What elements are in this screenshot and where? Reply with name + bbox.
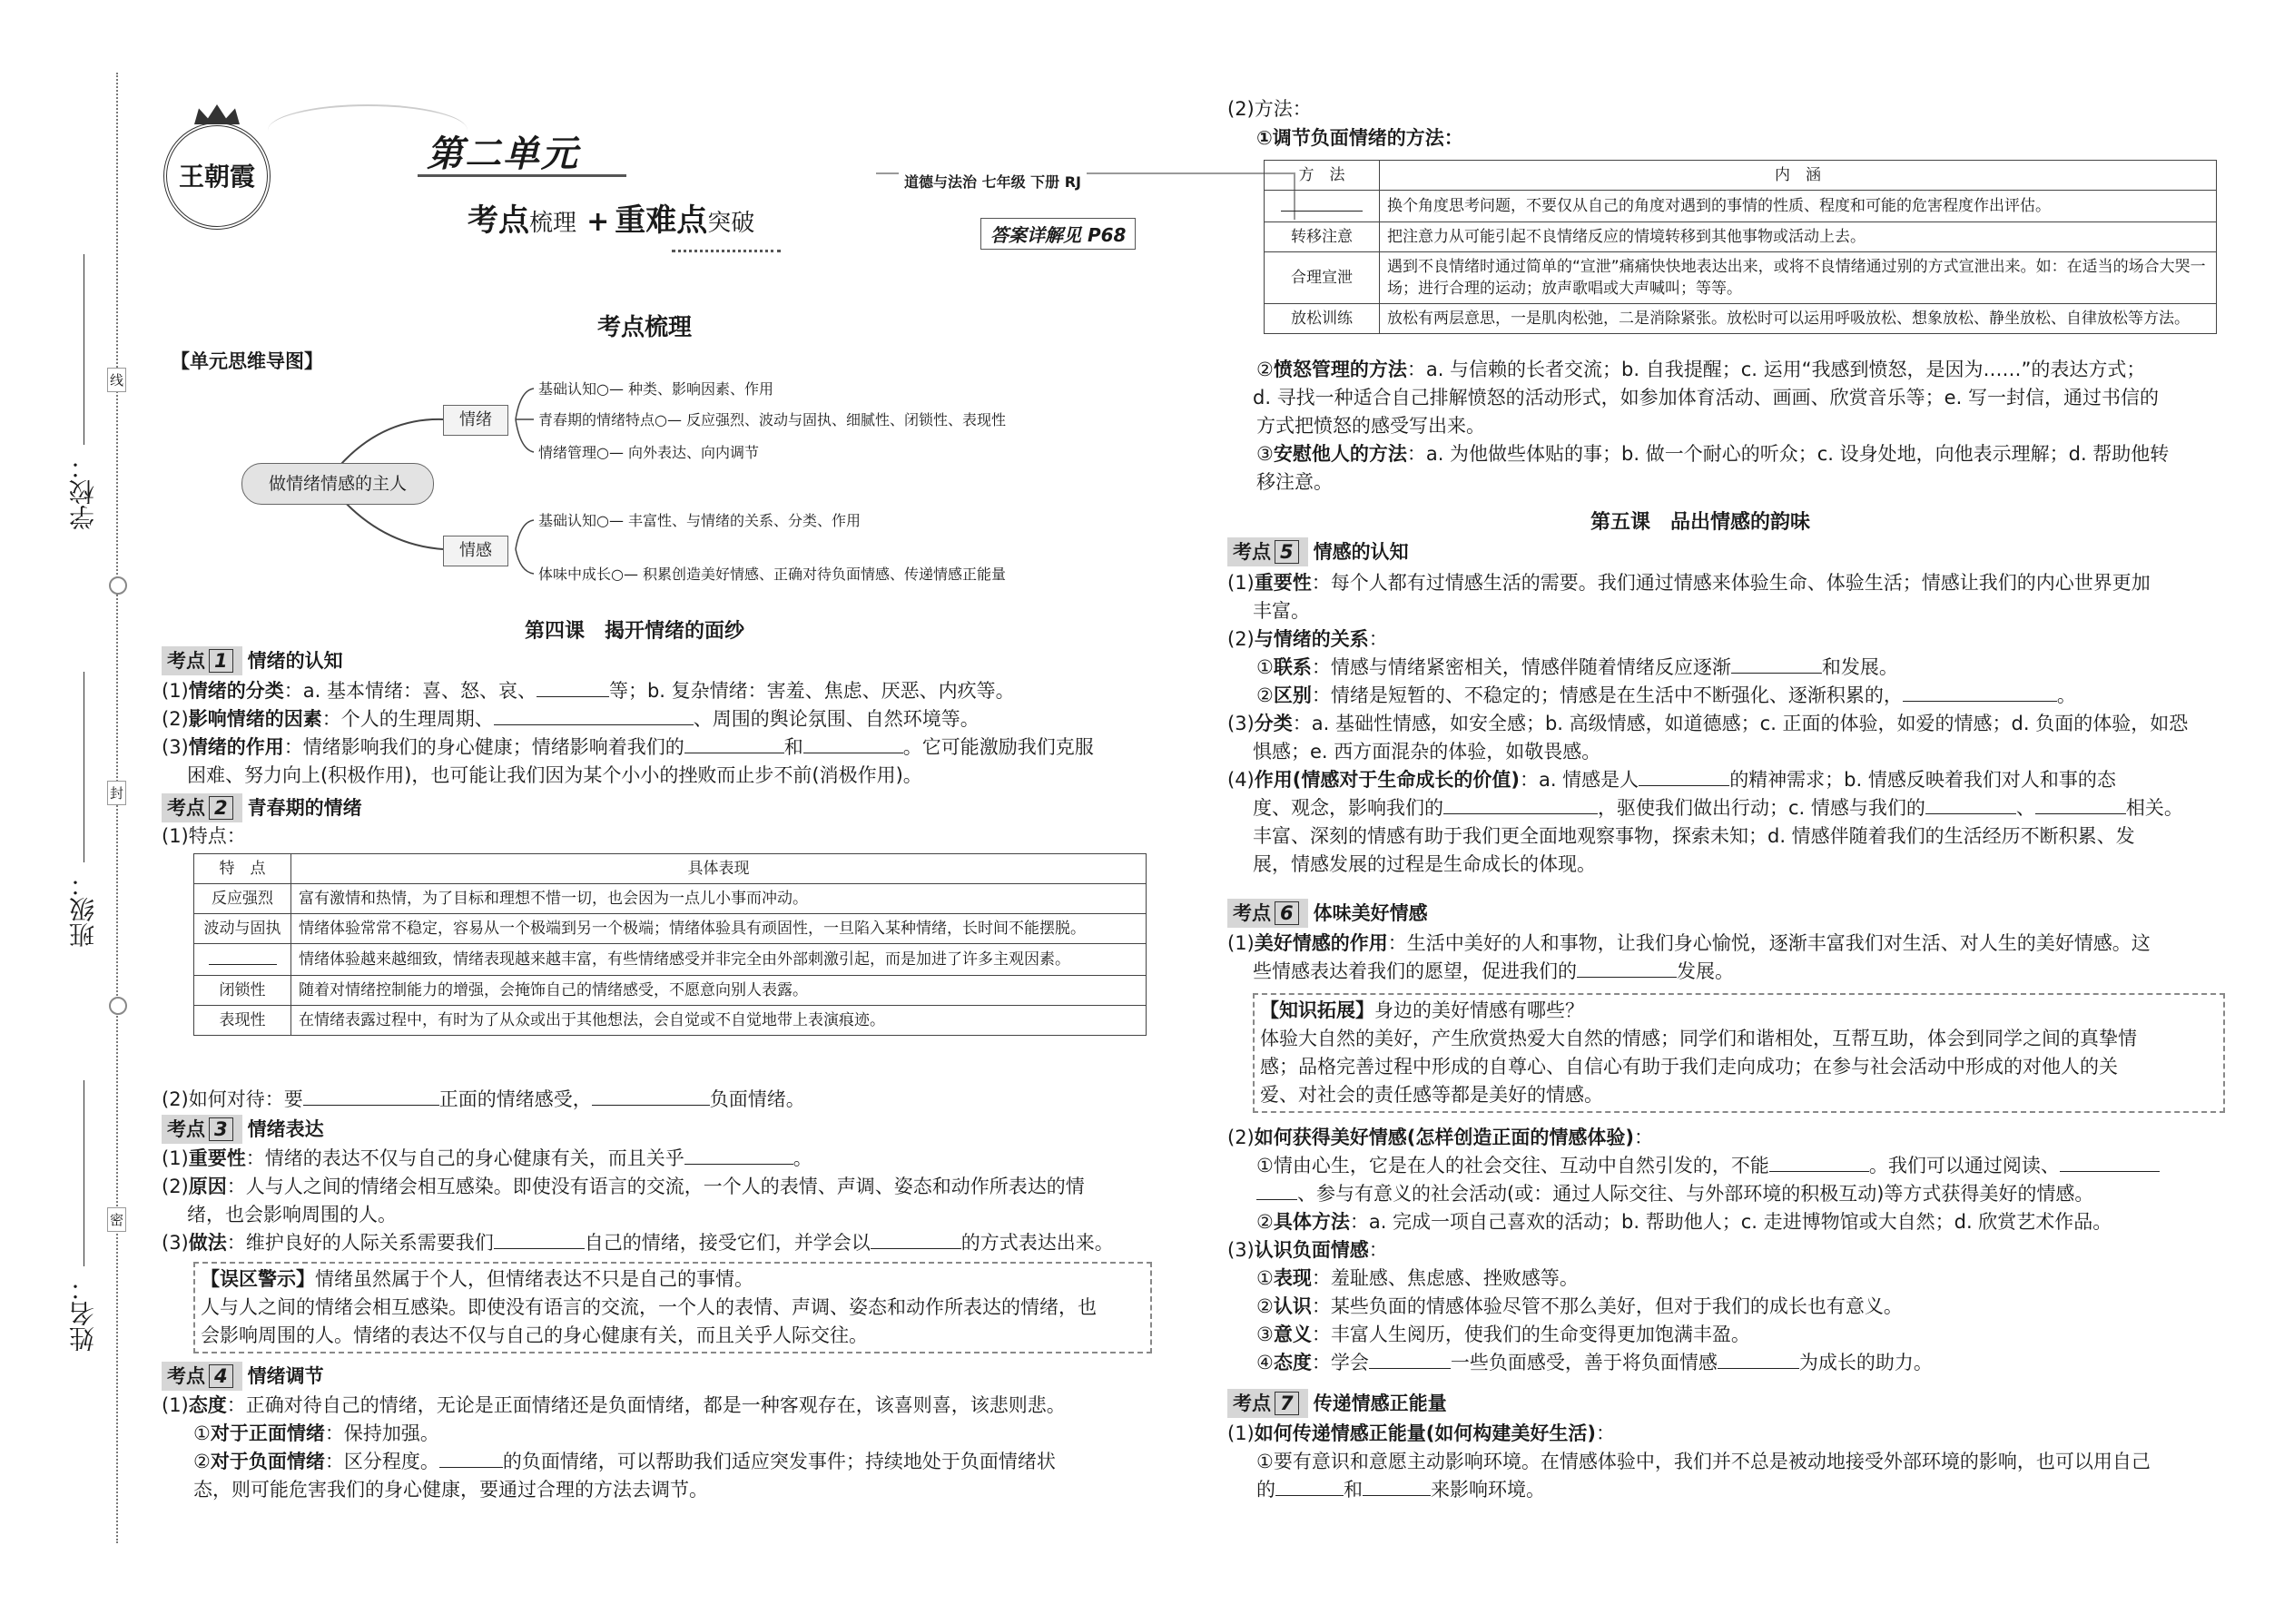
kd4-title: 情绪调节 xyxy=(247,1365,324,1387)
table-header: 具体表现 xyxy=(291,854,1147,884)
answer-blank[interactable] xyxy=(803,736,903,753)
header xyxy=(145,100,1153,272)
answer-blank[interactable] xyxy=(1639,769,1729,786)
school-label: 学校： xyxy=(68,454,98,530)
answer-ref: 答案详解见 P68 xyxy=(980,218,1136,250)
kd7-title: 传递情感正能量 xyxy=(1313,1393,1447,1414)
table-row: 表现性 在情绪表露过程中，有时为了从众或出于其他想法，会自觉或不自觉地带上表演痕迹。 xyxy=(194,1006,1147,1036)
binding-margin xyxy=(0,0,127,1624)
answer-blank[interactable] xyxy=(2060,1155,2160,1172)
kd7-tag: 考点 7 xyxy=(1227,1389,1308,1418)
name-label: 姓名： xyxy=(68,1275,98,1352)
section-subtitle xyxy=(468,195,754,240)
table-header: 方 法 xyxy=(1265,161,1380,191)
kd7-header xyxy=(1227,1389,1447,1418)
mindmap-center: 做情绪情感的主人 xyxy=(241,463,434,505)
answer-blank[interactable] xyxy=(1769,1155,1869,1172)
method-table xyxy=(1264,160,2217,334)
subtitle-zhongnandian: 重难点 xyxy=(615,202,708,239)
mindmap-branch-feeling: 情感 xyxy=(443,536,508,566)
answer-blank[interactable] xyxy=(494,708,694,725)
kd1-line4: 困难、努力向上(积极作用)，也可能让我们因为某个小小的挫败而止步不前(消极作用)。 xyxy=(187,764,922,786)
kd3-title: 情绪表达 xyxy=(247,1118,324,1140)
extension-box: 【知识拓展】身边的美好情感有哪些？ 体验大自然的美好，产生欣赏热爱大自然的情感；同学们和谐相处，互帮互助，体会到同学之间的真挚情 感；品格完善过程中形成的自尊心、自信心有助于我们走向成功；在参与社会活动中形成的对他人的关 爱、对社会的责任感等都是美好的情感。 xyxy=(1253,993,2225,1113)
subtitle-plus: + xyxy=(586,206,610,238)
mindmap-leaf: 情绪管理○— 向外表达、向内调节 xyxy=(538,444,760,461)
kd2-l2: (2)如何对待：要 正面的情绪感受， 负面情绪。 xyxy=(162,1088,805,1110)
kd5-body: (1)重要性：每个人都有过情感生活的需要。我们通过情感来体验生命、体验生活；情感让我们的内心世界更加 丰富。 (2)与情绪的关系： ①联系：情感与情绪紧密相关，情感伴随着情绪反应逐渐 和发展。 ②区别：情绪是短暂的、不稳定的；情感是在生活中不断强化、逐渐积累的， 。 (3)分类：a. 基础性情感，如安全感；b. 高级情感，如道德感；c. 正面的体验，如爱的情感；d. 负面的体验，如恐 惧感；e. 西方面混杂的体验，如敬畏感。 (4)作用(情感对于生命成长的价值)：a. 情感是人 的精神需求；b. 情感反映着我们对人和事的态 度、观念，影响我们的 ，驱使我们做出行动；c. 情感与我们的 、 相关。 丰富、深刻的情感有助于我们更全面地观察事物，探索未知；d. 情感伴随着我们的生活经历不断积累、发 展，情感发展的过程是生命成长的体现。 xyxy=(1227,572,2189,875)
answer-blank[interactable] xyxy=(1369,1352,1451,1369)
kd1-line3: (3)情绪的作用：情绪影响我们的身心健康；情绪影响着我们的 和 。它可能激励我们克服 xyxy=(162,736,1094,758)
seal-mark-3: 密 xyxy=(107,1207,126,1232)
kd1-title: 情绪的认知 xyxy=(247,650,343,672)
kd4-body: (1)态度：正确对待自己的情绪，无论是正面情绪还是负面情绪，都是一种客观存在，该喜则喜，该悲则悲。 ①对于正面情绪：保持加强。 ②对于负面情绪：区分程度。 的负面情绪，可以帮助我们适应突发事件；持续地处于负面情绪状 态，则可能危害我们的身心健康，要通过合理的方法去调节。 xyxy=(162,1394,1066,1501)
kd6-header xyxy=(1227,899,1428,928)
kd7-body: (1)如何传递情感正能量(如何构建美好生活)： ①要有意识和意愿主动影响环境。在情感体验中，我们并不总是被动地接受外部环境的影响，也可以用自己 的 和 来影响环境。 xyxy=(1227,1422,2151,1501)
table-row: 换个角度思考问题，不要仅从自己的角度对遇到的事情的性质、程度和可能的危害程度作出评估。 xyxy=(1265,191,2217,222)
table-row: 闭锁性 随着对情绪控制能力的增强，会掩饰自己的情绪感受，不愿意向别人表露。 xyxy=(194,976,1147,1006)
answer-blank[interactable] xyxy=(2035,797,2126,814)
table-row: 放松训练 放松有两层意思，一是肌肉松弛，二是消除紧张。放松时可以运用呼吸放松、想象放松、静坐放松、自律放松等方法。 xyxy=(1265,304,2217,334)
logo-text: 王朝霞 xyxy=(178,162,255,192)
anger-methods: ②愤怒管理的方法：a. 与信赖的长者交流；b. 自我提醒；c. 运用“我感到愤怒，是因为……”的表达方式； d. 寻找一种适合自己排解愤怒的活动形式，如参加体育活动、画画、欣赏音乐等；e. 写一封信，通过书信的 方式把愤怒的感受写出来。 ③安慰他人的方法：a. 为他做些体贴的事；b. 做一个耐心的听众；c. 设身处地，向他表示理解；d. 帮助他转 移注意。 xyxy=(1253,359,2170,493)
answer-blank[interactable] xyxy=(871,1232,961,1249)
answer-blank[interactable] xyxy=(1731,656,1822,674)
kd4-header xyxy=(162,1362,324,1391)
kd1-line1: (1)情绪的分类：a. 基本情绪：喜、怒、哀、 等；b. 复杂情绪：害羞、焦虑、厌恶、内疚等。 xyxy=(162,680,1015,702)
answer-blank[interactable] xyxy=(537,680,609,697)
kd6-tag: 考点 6 xyxy=(1227,899,1308,928)
answer-blank[interactable] xyxy=(592,1088,710,1106)
answer-blank[interactable] xyxy=(1718,1352,1799,1369)
title-underline xyxy=(418,174,626,177)
mindmap-label: 【单元思维导图】 xyxy=(171,350,323,372)
warning-box: 【误区警示】情绪虽然属于个人，但情绪表达不只是自己的事情。 人与人之间的情绪会相互感染。即使没有语言的交流，一个人的表情、声调、姿态和动作所表达的情绪，也 会影响周围的人。情绪的表达不仅与自己的身心健康有关，而且关乎人际交往。 xyxy=(193,1262,1152,1353)
mindmap-leaf: 体味中成长○— 积累创造美好情感、正确对待负面情感、传递情感正能量 xyxy=(538,566,1007,583)
answer-blank[interactable] xyxy=(1925,797,2016,814)
kd1-header xyxy=(162,646,343,675)
table-row: 转移注意 把注意力从可能引起不良情绪反应的情境转移到其他事物或活动上去。 xyxy=(1265,222,2217,252)
answer-blank[interactable] xyxy=(684,736,784,753)
logo-crown-icon xyxy=(194,104,240,124)
cut-line xyxy=(116,73,118,1543)
kd3-body: (1)重要性：情绪的表达不仅与自己的身心健康有关，而且关乎 。 (2)原因：人与人之间的情绪会相互感染。即使没有语言的交流，一个人的表情、声调、姿态和动作所表达的情 绪，也会影响周围的人。 (3)做法：维护良好的人际关系需要我们 自己的情绪，接受它们，并学会以 的方式表达出来。 xyxy=(162,1147,1114,1254)
method-sub: ①调节负面情绪的方法： xyxy=(1256,127,1463,149)
answer-blank[interactable] xyxy=(1256,1183,1297,1200)
mindmap-branch-emotion: 情绪 xyxy=(443,405,508,436)
kd5-tag: 考点 5 xyxy=(1227,537,1308,566)
subtitle-tupo: 突破 xyxy=(707,210,755,237)
book-info: 道德与法治 七年级 下册 RJ xyxy=(899,171,1087,192)
lesson5-title: 第五课 品出情感的韵味 xyxy=(1590,511,1811,534)
seal-mark-2: 封 xyxy=(107,781,126,805)
answer-blank[interactable] xyxy=(303,1088,439,1106)
seal-mark-1: 线 xyxy=(107,368,126,392)
kd4-tag: 考点 4 xyxy=(162,1362,242,1391)
table-row: 反应强烈 富有激情和热情，为了目标和理想不惜一切，也会因为一点儿小事而冲动。 xyxy=(194,884,1147,914)
answer-blank[interactable] xyxy=(494,1232,585,1249)
mindmap xyxy=(162,372,1151,581)
mindmap-leaf: 基础认知○— 丰富性、与情绪的关系、分类、作用 xyxy=(538,512,861,529)
answer-blank[interactable] xyxy=(1363,1479,1431,1496)
table-row: 波动与固执 情绪体验常常不稳定，容易从一个极端到另一个极端；情绪体验具有顽固性，一旦陷入某种情绪，长时间不能摆脱。 xyxy=(194,914,1147,944)
mindmap-leaf: 基础认知○— 种类、影响因素、作用 xyxy=(538,380,774,398)
kd2-table xyxy=(193,853,1147,1036)
binding-hole xyxy=(109,997,127,1015)
table-header: 特 点 xyxy=(194,854,291,884)
logo xyxy=(163,123,271,230)
kd1-body xyxy=(162,677,1151,790)
kd1-line2: (2)影响情绪的因素：个人的生理周期、 、周围的舆论氛围、自然环境等。 xyxy=(162,708,980,730)
kd5-title: 情感的认知 xyxy=(1313,541,1409,563)
method-head: (2)方法： xyxy=(1227,98,1312,120)
answer-blank[interactable] xyxy=(439,1451,503,1468)
answer-blank[interactable] xyxy=(1281,194,1363,212)
kd6-body-b: (2)如何获得美好情感(怎样创造正面的情感体验)： ①情由心生，它是在人的社会交往、互动中自然引发的，不能 。我们可以通过阅读、 、参与有意义的社会活动(或：通过人际交往、与外部环境的积极互动)等方式获得美好的情感。 ②具体方法：a. 完成一项自己喜欢的活动；b. 帮助他人；c. 走进博物馆或大自然；d. 欣赏艺术作品。 (3)认识负面情感： ①表现：羞耻感、焦虑感、挫败感等。 ②认识：某些负面的情感体验尽管不那么美好，但对于我们的成长也有意义。 ③意义：丰富人生阅历，使我们的生命变得更加饱满丰盈。 ④态度：学会 一些负面感受，善于将负面情感 为成长的助力。 xyxy=(1227,1124,2221,1377)
unit-title: 第二单元 xyxy=(427,133,579,175)
lesson4-title: 第四课 揭开情绪的面纱 xyxy=(525,620,745,643)
class-label: 班级： xyxy=(68,871,98,948)
dots-decoration xyxy=(672,250,781,252)
kd2-l1: (1)特点： xyxy=(162,825,246,847)
table-row: 合理宣泄 遇到不良情绪时通过简单的“宣泄”痛痛快快地表达出来，或将不良情绪通过别的方式宣泄出来。如：在适当的场合大哭一场；进行合理的运动；放声歌唱或大声喊叫；等等。 xyxy=(1265,252,2217,304)
answer-blank[interactable] xyxy=(209,948,277,965)
subtitle-shuli: 梳理 xyxy=(529,210,577,237)
answer-blank[interactable] xyxy=(1577,960,1677,978)
kd1-tag: 考点 1 xyxy=(162,646,242,675)
kd5-header xyxy=(1227,537,1409,566)
answer-blank[interactable] xyxy=(1903,684,2057,702)
table-row: 情绪体验越来越细致，情绪表现越来越丰富，有些情绪感受并非完全由外部刺激引起，而是加进了许多主观因素。 xyxy=(194,944,1147,976)
kd6-body-a: (1)美好情感的作用：生活中美好的人和事物，让我们身心愉悦，逐渐丰富我们对生活、对人生的美好情感。这 些情感表达着我们的愿望，促进我们的 发展。 xyxy=(1227,932,2151,982)
kd2-header xyxy=(162,793,362,822)
answer-blank[interactable] xyxy=(1443,797,1598,814)
answer-blank[interactable] xyxy=(684,1147,793,1165)
sec1-title: 考点梳理 xyxy=(597,314,693,341)
kd2-title: 青春期的情绪 xyxy=(247,797,362,819)
kd6-title: 体味美好情感 xyxy=(1313,902,1428,924)
kd2-tag: 考点 2 xyxy=(162,793,242,822)
kd3-header xyxy=(162,1115,324,1144)
answer-blank[interactable] xyxy=(1275,1479,1344,1496)
mindmap-leaf: 青春期的情绪特点○— 反应强烈、波动与固执、细腻性、闭锁性、表现性 xyxy=(538,411,1007,428)
kd3-tag: 考点 3 xyxy=(162,1115,242,1144)
subtitle-kaodian: 考点 xyxy=(468,202,529,239)
table-header: 内 涵 xyxy=(1380,161,2217,191)
binding-hole xyxy=(109,576,127,595)
